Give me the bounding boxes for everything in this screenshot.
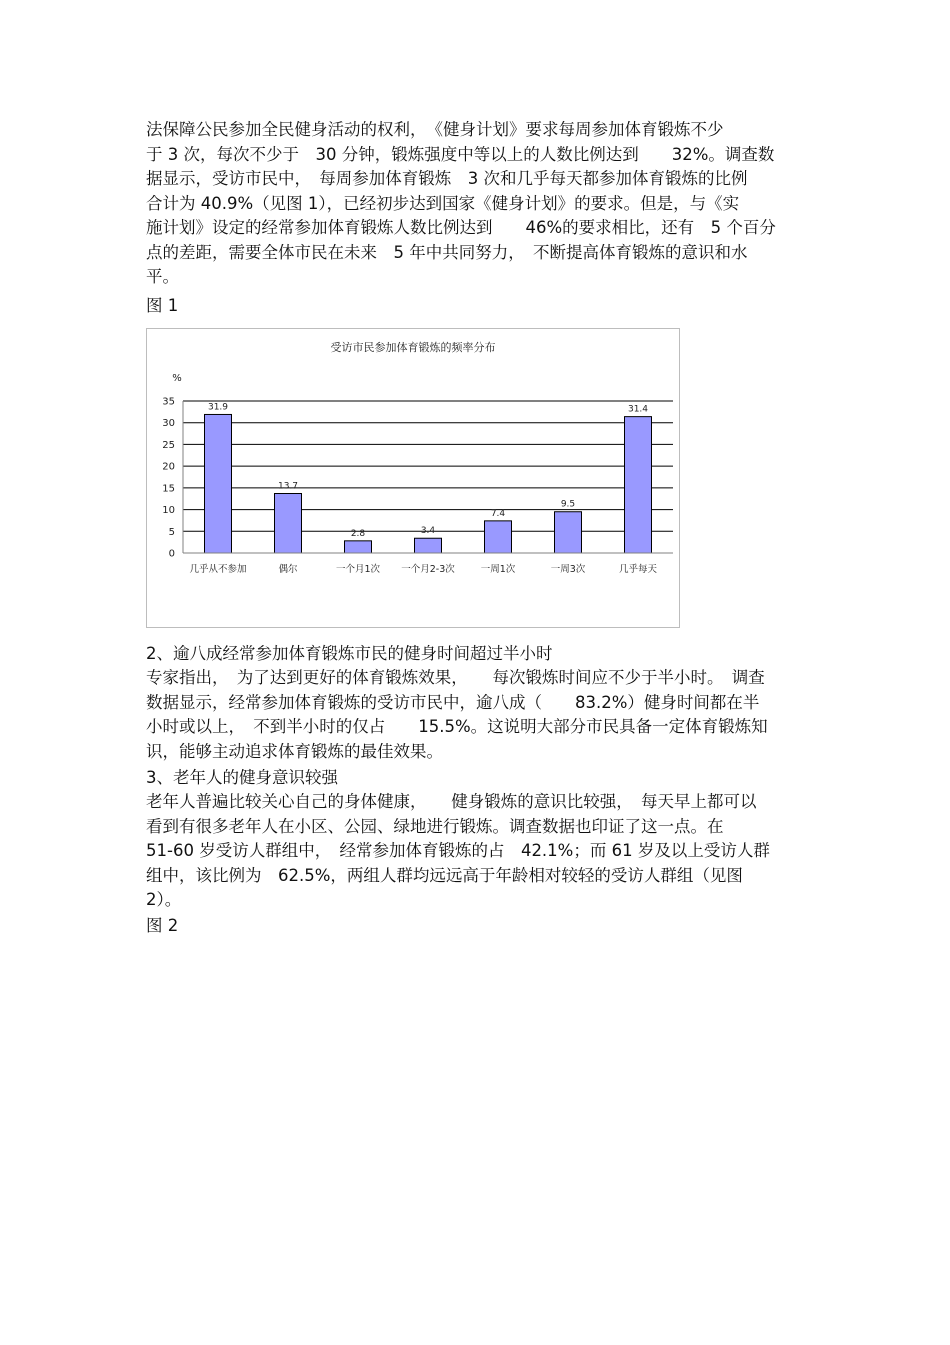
bar (415, 538, 442, 553)
bar-value-label: 13.7 (277, 481, 299, 492)
section-2-heading: 2、逾八成经常参加体育锻炼市民的健身时间超过半小时 (146, 644, 553, 663)
bar (345, 541, 372, 553)
x-tick-labels (189, 563, 657, 575)
section-3-heading: 3、老年人的健身意识较强 (146, 768, 338, 787)
x-tick-label: 一个月1次 (335, 564, 381, 575)
y-tick-label: 35 (162, 396, 175, 408)
text-line: 平。 (146, 267, 179, 286)
text-line: 51-60 岁受访人群组中， 经常参加体育锻炼的占 42.1%；而 61 岁及以上受访人群 (146, 841, 770, 860)
x-tick-label: 几乎从不参加 (189, 564, 247, 575)
y-tick-label: 0 (168, 548, 175, 560)
bar-value-label: 9.5 (560, 499, 576, 510)
bar (275, 494, 302, 553)
bar-value-label: 7.4 (490, 508, 506, 519)
bar (205, 414, 232, 553)
y-tick-label: 10 (162, 505, 175, 517)
text-line: 识，能够主动追求体育锻炼的最佳效果。 (146, 741, 443, 761)
text-line: 专家指出， 为了达到更好的体育锻炼效果， 每次锻炼时间应不少于半小时。 调查 (146, 668, 765, 687)
figure-1-label: 图 1 (146, 296, 179, 315)
gridlines (183, 401, 673, 531)
bar (625, 417, 652, 553)
frequency-bar-chart (146, 328, 680, 628)
bar-value-label: 3.4 (420, 526, 436, 537)
y-axis-unit-label: % (172, 373, 182, 384)
text-line: 施计划》设定的经常参加体育锻炼人数比例达到 46%的要求相比，还有 5 个百分 (146, 218, 776, 237)
intro-paragraph (146, 118, 814, 290)
x-tick-label: 偶尔 (278, 564, 298, 575)
text-line: 看到有很多老年人在小区、公园、绿地进行锻炼。调查数据也印证了这一点。在 (146, 816, 724, 836)
text-line: 小时或以上， 不到半小时的仅占 15.5%。这说明大部分市民具备一定体育锻炼知 (146, 717, 768, 736)
figure-2-label: 图 2 (146, 916, 179, 935)
text-line: 老年人普遍比较关心自己的身体健康， 健身锻炼的意识比较强， 每天早上都可以 (146, 792, 757, 811)
text-line: 数据显示，经常参加体育锻炼的受访市民中，逾八成（ 83.2%）健身时间都在半 (146, 692, 760, 712)
bar (555, 512, 582, 553)
text-line: 法保障公民参加全民健身活动的权利， 《健身计划》要求每周参加体育锻炼不少 (146, 120, 724, 139)
x-tick-label: 一周1次 (480, 564, 516, 575)
section-3-paragraph (146, 790, 814, 913)
text-line: 2）。 (146, 890, 182, 909)
section-2-paragraph (146, 666, 814, 764)
y-tick-label: 5 (168, 526, 175, 538)
chart-canvas (147, 329, 679, 627)
text-line: 组中，该比例为 62.5%，两组人群均远远高于年龄相对较轻的受访人群组（见图 (146, 865, 743, 885)
text-line: 据显示，受访市民中， 每周参加体育锻炼 3 次和几乎每天都参加体育锻炼的比例 (146, 169, 748, 188)
chart-title: 受访市民参加体育锻炼的频率分布 (330, 341, 496, 354)
bar-value-label: 2.8 (350, 528, 366, 539)
y-tick-label: 25 (162, 439, 175, 451)
bar-value-label: 31.4 (627, 404, 649, 415)
text-line: 于 3 次，每次不少于 30 分钟，锻炼强度中等以上的人数比例达到 32%。调查数 (146, 144, 775, 164)
x-tick-label: 一个月2-3次 (401, 564, 455, 575)
y-tick-label: 30 (162, 418, 175, 430)
y-tick-label: 15 (162, 483, 175, 495)
x-tick-label: 一周3次 (550, 564, 586, 575)
y-tick-label: 20 (162, 461, 175, 473)
text-line: 合计为 40.9%（见图 1），已经初步达到国家《健身计划》的要求。但是，与《实 (146, 193, 740, 213)
text-line: 点的差距，需要全体市民在未来 5 年中共同努力， 不断提高体育锻炼的意识和水 (146, 242, 748, 262)
bar (485, 521, 512, 553)
y-tick-labels (162, 397, 175, 560)
x-tick-label: 几乎每天 (618, 564, 658, 575)
bar-value-label: 31.9 (207, 402, 229, 413)
